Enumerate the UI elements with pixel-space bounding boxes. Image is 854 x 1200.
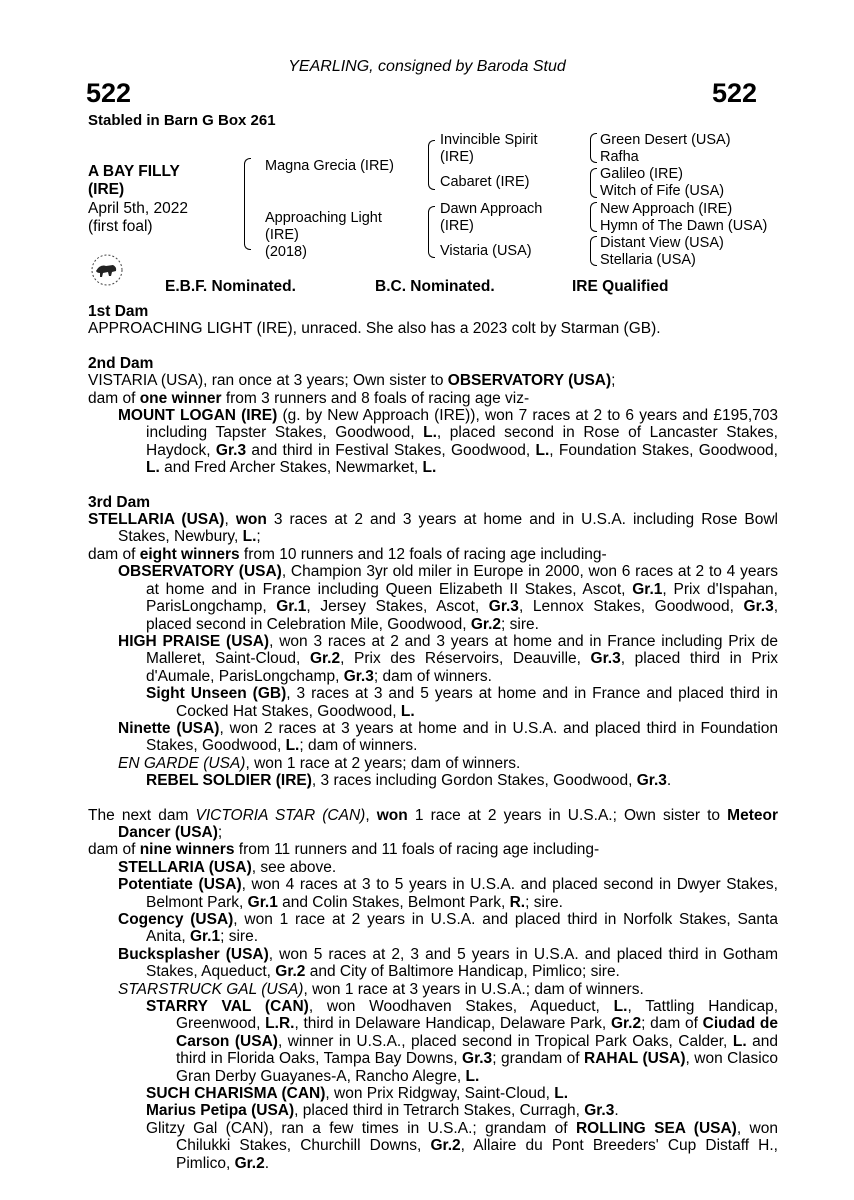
sire-sire-dam: Rafha (600, 149, 639, 165)
produce-such-charisma: SUCH CHARISMA (CAN), won Prix Ridgway, Saint-Cloud, L. (146, 1085, 569, 1103)
dam-dam-dam: Stellaria (USA) (600, 252, 696, 268)
produce-ninette: Ninette (USA), won 2 races at 3 years at home and in U.S.A. and placed third in Foundation Stakes, Goodwood, L.; dam of winners. (118, 719, 779, 755)
sire-sire-country: (IRE) (440, 149, 474, 165)
third-dam-heading: 3rd Dam (88, 493, 151, 511)
dam-sire-sire: New Approach (IRE) (600, 201, 733, 217)
produce-glitzy-gal: Glitzy Gal (CAN), ran a few times in U.S.A.; grandam of ROLLING SEA (USA), won Chilukki Stakes, Churchill Downs, Gr.2, Allaire du Pont Breeders' Cup Distaff H., Pimlico, Gr.2. (146, 1119, 778, 1172)
consignor-logo (86, 252, 128, 288)
pedigree-brace-2 (428, 140, 435, 190)
consignor-line: YEARLING, consigned by Baroda Stud (288, 58, 566, 75)
sire-dam-dam: Witch of Fife (USA) (600, 183, 725, 199)
ire-qualified: IRE Qualified (572, 278, 669, 295)
pedigree-brace-7 (590, 236, 597, 266)
produce-cogency: Cogency (USA), won 1 race at 2 years in U.S.A. and placed third in Norfolk Stakes, Santa Anita, Gr.1; sire. (118, 911, 778, 946)
foaling-date: April 5th, 2022 (88, 200, 188, 217)
dam-dam: Vistaria (USA) (440, 243, 532, 259)
first-dam-text: APPROACHING LIGHT (IRE), unraced. She also has a 2023 colt by Starman (GB). (88, 320, 661, 338)
produce-stellaria: STELLARIA (USA), see above. (118, 858, 337, 876)
produce-bucksplasher: Bucksplasher (USA), won 5 races at 2, 3 and 5 years in U.S.A. and placed third in Gotham Stakes, Aqueduct, Gr.2 and City of Baltimore Handicap, Pimlico; sire. (118, 945, 779, 981)
dam-sire-country: (IRE) (440, 218, 474, 234)
pedigree-brace-6 (590, 202, 597, 232)
second-dam-line-2: dam of one winner from 3 runners and 8 foals of racing age viz- (88, 389, 530, 407)
first-dam-heading: 1st Dam (88, 303, 149, 320)
sire-sire-sire: Green Desert (USA) (600, 132, 731, 148)
second-dam-heading: 2nd Dam (88, 354, 154, 372)
produce-mount-logan: MOUNT LOGAN (IRE) (g. by New Approach (IRE)), won 7 races at 2 to 6 years and £195,703 including Tapster Stakes, Goodwood, L., placed second in Rose of Lancaster Stakes, Haydock, Gr.3 and third in Festival Stakes, Goodwood, L., Foundation Stakes, Goodwood, L. and Fred Archer Stakes, Newmarket, L. (118, 407, 778, 477)
dam-sire (440, 201, 542, 235)
pedigree-brace-3 (428, 206, 435, 258)
next-dam-produce-summary: dam of nine winners from 11 runners and 11 foals of racing age including- (88, 841, 600, 859)
third-dam-stellaria: STELLARIA (USA), won 3 races at 2 and 3 years at home and in U.S.A. including Rose Bowl Stakes, Newbury, L.; (88, 511, 778, 546)
produce-rebel-soldier: REBEL SOLDIER (IRE), 3 races including Gordon Stakes, Goodwood, Gr.3. (146, 772, 672, 790)
dam-sire-dam: Hymn of The Dawn (USA) (600, 218, 768, 234)
catalogue-body (88, 303, 778, 1172)
horse-country: (IRE) (88, 181, 125, 198)
produce-sight-unseen: Sight Unseen (GB), 3 races at 3 and 5 years at home and in France and placed third in Cocked Hat Stakes, Goodwood, L. (146, 685, 779, 720)
horse-description (88, 163, 180, 199)
bc-nominated: B.C. Nominated. (375, 278, 495, 295)
ebf-nominated: E.B.F. Nominated. (165, 278, 296, 295)
dam-year: (2018) (265, 244, 307, 260)
lot-number-left: 522 (86, 78, 132, 108)
foaling-info (88, 200, 188, 236)
horse-emblem-icon (86, 252, 128, 288)
lot-number-right: 522 (712, 78, 758, 108)
next-dam-victoria-star: The next dam VICTORIA STAR (CAN), won 1 race at 2 years in U.S.A.; Own sister to Meteor Dancer (USA); (88, 806, 778, 841)
third-dam-produce-summary: dam of eight winners from 10 runners and 12 foals of racing age including- (88, 545, 607, 563)
sire-sire-name: Invincible Spirit (440, 132, 538, 148)
produce-starry-val: STARRY VAL (CAN), won Woodhaven Stakes, Aqueduct, L., Tattling Handicap, Greenwood, L.R., third in Delaware Handicap, Delaware Park, Gr.2; dam of Ciudad de Carson (USA), winner in U.S.A., placed second in Tropical Park Oaks, Calder, L. and third in Florida Oaks, Tampa Bay Downs, Gr.3; grandam of RAHAL (USA), won Clasico Gran Derby Guayanes-A, Rancho Alegre, L. (146, 998, 779, 1085)
produce-observatory: OBSERVATORY (USA), Champion 3yr old miler in Europe in 2000, won 6 races at 2 to 4 years at home and in France including Queen Elizabeth II Stakes, Ascot, Gr.1, Prix d'Ispahan, ParisLongchamp, Gr.1, Jersey Stakes, Ascot, Gr.3, Lennox Stakes, Goodwood, Gr.3, placed second in Celebration Mile, Goodwood, Gr.2; sire. (118, 563, 779, 633)
pedigree-brace-1 (244, 158, 251, 250)
sire-dam: Cabaret (IRE) (440, 174, 530, 190)
horse-sex-colour: A BAY FILLY (88, 163, 180, 180)
dam-country: (IRE) (265, 227, 299, 243)
produce-high-praise: HIGH PRAISE (USA), won 3 races at 2 and 3 years at home and in France including Prix de Malleret, Saint-Cloud, Gr.2, Prix des Réservoirs, Deauville, Gr.3, placed third in Prix d'Aumale, ParisLongchamp, Gr.3; dam of winners. (118, 632, 779, 685)
dam-dam-sire: Distant View (USA) (600, 235, 724, 251)
pedigree-brace-5 (590, 168, 597, 198)
produce-starstruck-gal: STARSTRUCK GAL (USA), won 1 race at 3 years in U.S.A.; dam of winners. (118, 980, 644, 998)
dam-name: Approaching Light (265, 210, 382, 226)
second-dam-line-1: VISTARIA (USA), ran once at 3 years; Own sister to OBSERVATORY (USA); (88, 372, 616, 390)
stabled-location: Stabled in Barn G Box 261 (88, 112, 276, 129)
sire: Magna Grecia (IRE) (265, 158, 394, 174)
produce-en-garde: EN GARDE (USA), won 1 race at 2 years; dam of winners. (118, 754, 521, 772)
dam (265, 210, 382, 261)
produce-potentiate: Potentiate (USA), won 4 races at 3 to 5 years in U.S.A. and placed second in Dwyer Stakes, Belmont Park, Gr.1 and Colin Stakes, Belmont Park, R.; sire. (118, 876, 778, 911)
foal-note: (first foal) (88, 218, 153, 235)
sire-sire (440, 132, 538, 166)
sire-dam-sire: Galileo (IRE) (600, 166, 683, 182)
pedigree-brace-4 (590, 133, 597, 163)
produce-marius-petipa: Marius Petipa (USA), placed third in Tetrarch Stakes, Curragh, Gr.3. (146, 1102, 619, 1120)
dam-sire-name: Dawn Approach (440, 201, 543, 217)
